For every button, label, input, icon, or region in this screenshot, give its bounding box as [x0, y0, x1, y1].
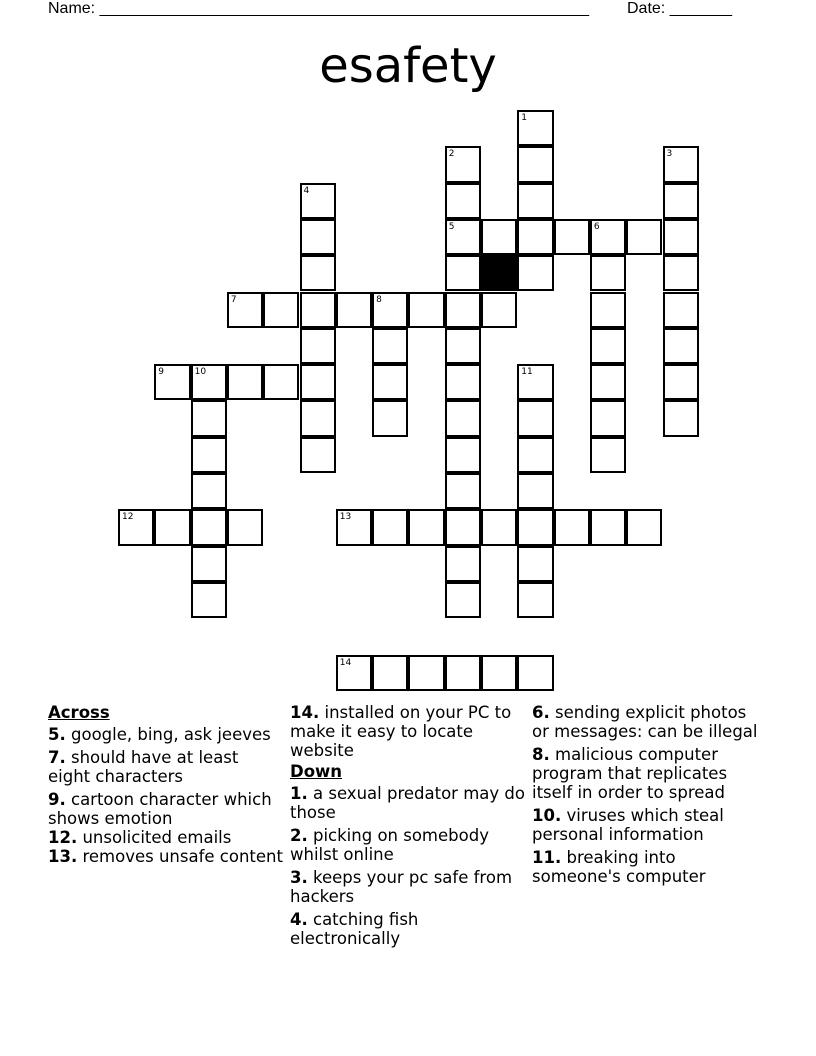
crossword-cell[interactable]: [554, 219, 590, 255]
clue-across-9: [48, 790, 283, 828]
crossword-cell[interactable]: [300, 364, 336, 400]
crossword-cell[interactable]: [517, 146, 553, 182]
crossword-cell[interactable]: [481, 655, 517, 691]
clue-number: 11.: [532, 848, 562, 867]
clue-number-label: 2: [448, 149, 455, 160]
crossword-cell[interactable]: [517, 546, 553, 582]
crossword-cell[interactable]: [372, 400, 408, 436]
clue-across-14: [290, 703, 525, 760]
clue-number: 4.: [290, 910, 308, 929]
clue-number: 2.: [290, 826, 308, 845]
crossword-cell[interactable]: [554, 509, 590, 545]
clue-down-4: [290, 910, 525, 948]
page-title: esafety: [319, 38, 497, 94]
across-heading: Across: [48, 703, 110, 722]
crossword-cell[interactable]: [445, 183, 481, 219]
crossword-cell[interactable]: [663, 328, 699, 364]
crossword-cell[interactable]: [372, 509, 408, 545]
clue-number-label: 5: [448, 221, 455, 232]
clue-text: breaking into someone's computer: [532, 848, 706, 886]
clue-column-1: [48, 703, 283, 870]
crossword-black-cell: [481, 255, 517, 291]
crossword-cell[interactable]: [663, 255, 699, 291]
crossword-cell[interactable]: [191, 364, 227, 400]
crossword-cell[interactable]: [517, 110, 553, 146]
name-field-label: Name: _______________________________________________________: [48, 0, 589, 17]
clue-down-2: [290, 826, 525, 864]
date-field-label: Date: _______: [627, 0, 732, 17]
clue-column-2: [290, 703, 525, 952]
clue-number: 9.: [48, 790, 66, 809]
crossword-cell[interactable]: [517, 255, 553, 291]
crossword-cell[interactable]: [191, 546, 227, 582]
crossword-cell[interactable]: [590, 292, 626, 328]
clue-text: sending explicit photos or messages: can be illegal: [532, 703, 758, 741]
crossword-cell[interactable]: [445, 255, 481, 291]
clue-across-12: [48, 828, 283, 847]
crossword-cell[interactable]: [517, 582, 553, 618]
crossword-cell[interactable]: [227, 292, 263, 328]
clue-number: 7.: [48, 748, 66, 767]
clue-down-10: [532, 806, 767, 844]
crossword-cell[interactable]: [372, 364, 408, 400]
crossword-cell[interactable]: [445, 292, 481, 328]
crossword-cell[interactable]: [300, 219, 336, 255]
crossword-cell[interactable]: [191, 473, 227, 509]
crossword-cell[interactable]: [191, 509, 227, 545]
crossword-cell[interactable]: [300, 437, 336, 473]
clue-text: installed on your PC to make it easy to locate website: [290, 703, 512, 760]
crossword-cell[interactable]: [663, 400, 699, 436]
crossword-cell[interactable]: [517, 509, 553, 545]
clue-number-label: 11: [521, 367, 533, 378]
crossword-cell[interactable]: [626, 219, 662, 255]
clue-number-label: 8: [376, 294, 382, 305]
crossword-cell[interactable]: [227, 509, 263, 545]
crossword-cell[interactable]: [191, 400, 227, 436]
crossword-cell[interactable]: [517, 473, 553, 509]
clue-number: 13.: [48, 847, 78, 866]
clue-down-1: [290, 784, 525, 822]
crossword-cell[interactable]: [590, 400, 626, 436]
clue-number-label: 7: [230, 294, 237, 305]
crossword-cell[interactable]: [663, 219, 699, 255]
crossword-cell[interactable]: [663, 146, 699, 182]
crossword-cell[interactable]: [590, 364, 626, 400]
crossword-cell[interactable]: [517, 364, 553, 400]
clue-text: removes unsafe content: [77, 847, 283, 866]
crossword-cell[interactable]: [663, 364, 699, 400]
crossword-cell[interactable]: [481, 219, 517, 255]
crossword-cell[interactable]: [445, 364, 481, 400]
crossword-cell[interactable]: [118, 509, 154, 545]
crossword-cell[interactable]: [517, 183, 553, 219]
crossword-cell[interactable]: [445, 546, 481, 582]
crossword-cell[interactable]: [445, 473, 481, 509]
crossword-cell[interactable]: [445, 400, 481, 436]
clue-text: cartoon character which shows emotion: [48, 790, 272, 828]
crossword-cell[interactable]: [336, 655, 372, 691]
clue-number: 6.: [532, 703, 550, 722]
clue-text: picking on somebody whilst online: [290, 826, 489, 864]
crossword-cell[interactable]: [590, 219, 626, 255]
crossword-cell[interactable]: [445, 437, 481, 473]
crossword-cell[interactable]: [445, 582, 481, 618]
crossword-cell[interactable]: [481, 509, 517, 545]
crossword-cell[interactable]: [300, 292, 336, 328]
crossword-cell[interactable]: [336, 292, 372, 328]
clue-text: should have at least eight characters: [48, 748, 239, 786]
clue-across-5: [48, 725, 283, 744]
clue-column-3: [532, 703, 767, 890]
clue-text: unsolicited emails: [77, 828, 232, 847]
clue-number-label: 13: [339, 512, 352, 523]
crossword-cell[interactable]: [517, 655, 553, 691]
clue-number: 8.: [532, 745, 550, 764]
crossword-cell[interactable]: [191, 437, 227, 473]
clue-number-label: 9: [158, 367, 165, 378]
clue-across-13: [48, 847, 283, 866]
crossword-cell[interactable]: [372, 328, 408, 364]
clue-down-11: [532, 848, 767, 886]
crossword-cell[interactable]: [263, 364, 299, 400]
clue-down-8: [532, 745, 767, 802]
crossword-cell[interactable]: [300, 400, 336, 436]
crossword-cell[interactable]: [372, 655, 408, 691]
crossword-cell[interactable]: [445, 328, 481, 364]
clue-number-label: 14: [339, 657, 352, 668]
crossword-cell[interactable]: [517, 400, 553, 436]
crossword-cell[interactable]: [445, 655, 481, 691]
clue-text: google, bing, ask jeeves: [65, 725, 271, 744]
crossword-cell[interactable]: [408, 292, 444, 328]
crossword-cell[interactable]: [154, 509, 190, 545]
crossword-cell[interactable]: [408, 509, 444, 545]
clue-number-label: 6: [593, 221, 600, 232]
crossword-cell[interactable]: [663, 183, 699, 219]
crossword-cell[interactable]: [263, 292, 299, 328]
crossword-cell[interactable]: [590, 255, 626, 291]
clue-number-label: 12: [122, 512, 134, 523]
clue-number: 14.: [290, 703, 320, 722]
crossword-cell[interactable]: [517, 437, 553, 473]
crossword-cell[interactable]: [663, 292, 699, 328]
clue-across-7: [48, 748, 283, 786]
clue-number: 3.: [290, 868, 308, 887]
crossword-cell[interactable]: [590, 437, 626, 473]
crossword-cell[interactable]: [445, 146, 481, 182]
crossword-cell[interactable]: [517, 219, 553, 255]
clue-number-label: 4: [303, 185, 310, 196]
clue-number: 10.: [532, 806, 562, 825]
clue-text: malicious computer program that replicates itself in order to spread: [532, 745, 728, 802]
clue-number: 1.: [290, 784, 308, 803]
crossword-cell[interactable]: [336, 509, 372, 545]
crossword-cell[interactable]: [590, 328, 626, 364]
crossword-cell[interactable]: [300, 328, 336, 364]
crossword-cell[interactable]: [372, 292, 408, 328]
clue-text: catching fish electronically: [290, 910, 419, 948]
crossword-cell[interactable]: [227, 364, 263, 400]
crossword-cell[interactable]: [300, 183, 336, 219]
down-heading: Down: [290, 762, 343, 781]
crossword-cell[interactable]: [445, 509, 481, 545]
clue-number-label: 1: [521, 113, 528, 123]
crossword-cell[interactable]: [626, 509, 662, 545]
clue-text: a sexual predator may do those: [290, 784, 525, 822]
crossword-cell[interactable]: [481, 292, 517, 328]
clue-number-label: 3: [666, 149, 673, 160]
clue-number: 5.: [48, 725, 66, 744]
clue-down-6: [532, 703, 767, 741]
crossword-cell[interactable]: [300, 255, 336, 291]
crossword-cell[interactable]: [445, 219, 481, 255]
crossword-cell[interactable]: [154, 364, 190, 400]
crossword-cell[interactable]: [590, 509, 626, 545]
clue-number-label: 10: [194, 367, 207, 378]
clue-down-3: [290, 868, 525, 906]
clue-number: 12.: [48, 828, 78, 847]
crossword-cell[interactable]: [408, 655, 444, 691]
crossword-cell[interactable]: [191, 582, 227, 618]
clue-text: keeps your pc safe from hackers: [290, 868, 513, 906]
clue-text: viruses which steal personal information: [532, 806, 724, 844]
